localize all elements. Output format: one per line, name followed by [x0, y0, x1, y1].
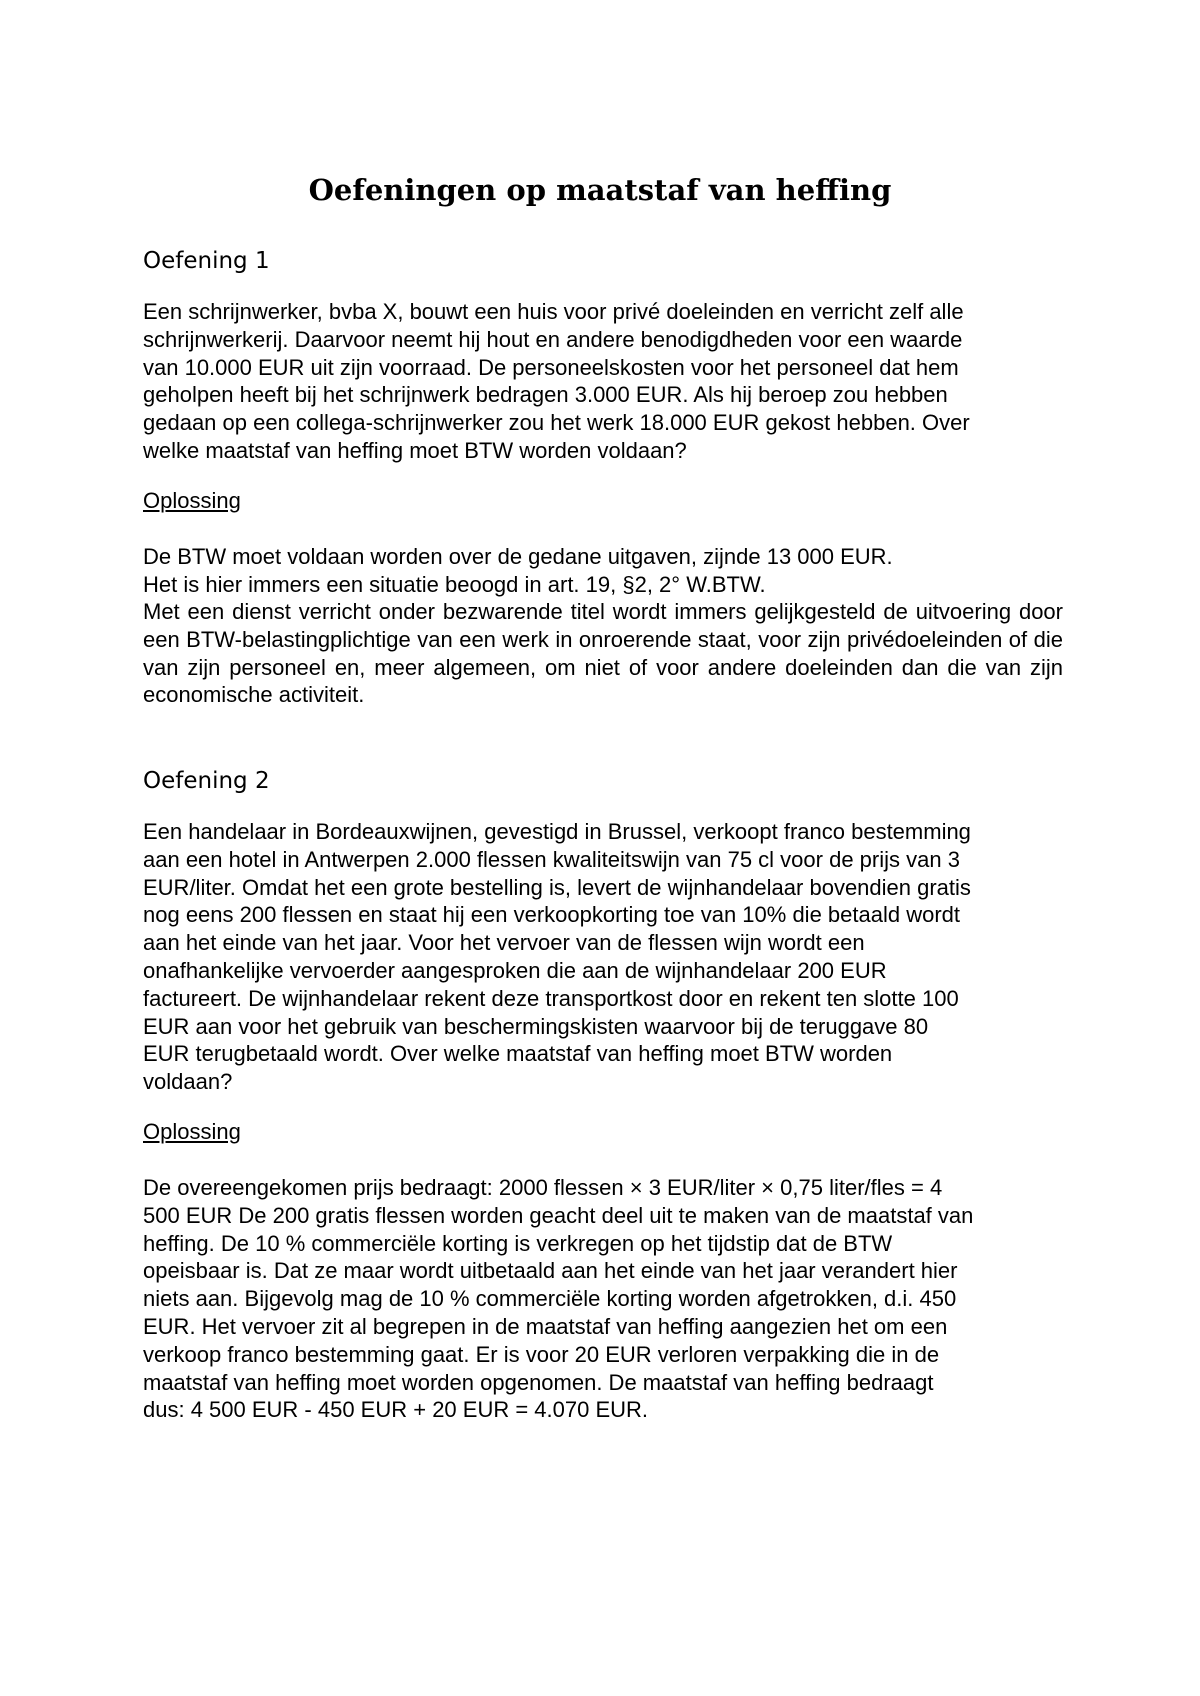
document-title: Oefeningen op maatstaf van heffing	[308, 173, 892, 207]
exercise-2-problem-text: Een handelaar in Bordeauxwijnen, gevestigd in Brussel, verkoopt franco bestemming aan een hotel in Antwerpen 2.000 flessen kwaliteitswijn van 75 cl voor de prijs van 3 EUR/liter. Omdat het een grote bestelling is, levert de wijnhandelaar bovendien gratis nog eens 200 flessen en staat hij een verkoopkorting toe van 10% die betaald wordt aan het einde van het jaar. Voor het vervoer van de flessen wijn wordt een onafhankelijke vervoerder aangesproken die aan de wijnhandelaar 200 EUR factureert. De wijnhandelaar rekent deze transportkost door en rekent ten slotte 100 EUR aan voor het gebruik van beschermingskisten waarvoor bij de teruggave 80 EUR terugbetaald wordt. Over welke maatstaf van heffing moet BTW worden voldaan?	[143, 819, 971, 1095]
exercise-1-solution-lines: De BTW moet voldaan worden over de gedane uitgaven, zijnde 13 000 EUR. Het is hier immers een situatie beoogd in art. 19, §2, 2° W.BTW.	[143, 544, 893, 597]
exercise-1-solution-paragraph: Met een dienst verricht onder bezwarende titel wordt immers gelijkgesteld de uitvoering door een BTW-belastingplichtige van een werk in onroerende staat, voor zijn privédoeleinden of die van zijn personeel en, meer algemeen, om niet of voor andere doeleinden dan die van zijn economische activiteit.	[143, 599, 1063, 708]
exercise-2-solution-text: De overeengekomen prijs bedraagt: 2000 flessen × 3 EUR/liter × 0,75 liter/fles = 4 500 EUR De 200 gratis flessen worden geacht deel uit te maken van de maatstaf van heffing. De 10 % commerciële korting is verkregen op het tijdstip dat de BTW opeisbaar is. Dat ze maar wordt uitbetaald aan het einde van het jaar verandert hier niets aan. Bijgevolg mag de 10 % commerciële korting worden afgetrokken, d.i. 450 EUR. Het vervoer zit al begrepen in de maatstaf van heffing aangezien het om een verkoop franco bestemming gaat. Er is voor 20 EUR verloren verpakking die in de maatstaf van heffing moet worden opgenomen. De maatstaf van heffing bedraagt dus: 4 500 EUR - 450 EUR + 20 EUR = 4.070 EUR.	[143, 1175, 974, 1423]
exercise-2-heading: Oefening 2	[143, 768, 270, 794]
exercise-1-solution-label: Oplossing	[143, 488, 241, 513]
exercise-1-problem-text: Een schrijnwerker, bvba X, bouwt een huis voor privé doeleinden en verricht zelf alle schrijnwerkerij. Daarvoor neemt hij hout en andere benodigdheden voor een waarde van 10.000 EUR uit zijn voorraad. De personeelskosten voor het personeel dat hem geholpen heeft bij het schrijnwerk bedragen 3.000 EUR. Als hij beroep zou hebben gedaan op een collega-schrijnwerker zou het werk 18.000 EUR gekost hebben. Over welke maatstaf van heffing moet BTW worden voldaan?	[143, 299, 970, 463]
exercise-1-heading: Oefening 1	[143, 248, 270, 274]
exercise-2-solution-label: Oplossing	[143, 1119, 241, 1144]
